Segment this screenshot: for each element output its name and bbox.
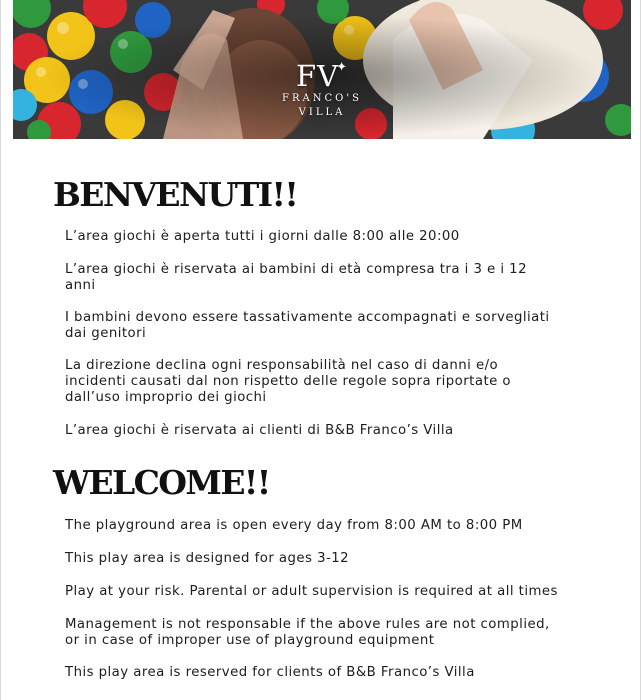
rule-item: This play area is reserved for clients of B&B Franco’s Villa xyxy=(65,665,475,680)
rule-item: I bambini devono essere tassativamente accompagnati e sorvegliati dai genitori xyxy=(65,310,550,341)
rule-item: This play area is designed for ages 3-12 xyxy=(65,551,350,566)
ball-pit-photo xyxy=(13,0,631,139)
rule-item: L’area giochi è riservata ai clienti di B&B Franco’s Villa xyxy=(65,423,454,438)
sparkle-icon: ✦ xyxy=(336,60,348,75)
logo-monogram: FV✦ xyxy=(296,59,348,93)
rule-item: L’area giochi è riservata ai bambini di età compresa tra i 3 e i 12 anni xyxy=(65,262,527,293)
logo-name-line2: VILLA xyxy=(298,107,346,118)
logo-name-line1: FRANCO'S xyxy=(282,93,362,104)
rule-item: L’area giochi è aperta tutti i giorni dalle 8:00 alle 20:00 xyxy=(65,229,460,244)
italian-title: BENVENUTI!! xyxy=(53,175,298,214)
rule-item: The playground area is open every day from 8:00 AM to 8:00 PM xyxy=(65,518,523,533)
rule-item: Play at your risk. Parental or adult supervision is required at all times xyxy=(65,584,558,599)
rule-item: Management is not responsable if the above rules are not complied, or in case of improper use of playground equipment xyxy=(65,617,550,648)
english-title: WELCOME!! xyxy=(53,463,270,502)
rule-item: La direzione declina ogni responsabilità nel caso di danni e/o incidenti causati dal non rispetto delle regole sopra riportate o dall’uso improprio dei giochi xyxy=(65,358,511,405)
ball-pit-illustration xyxy=(13,0,631,139)
